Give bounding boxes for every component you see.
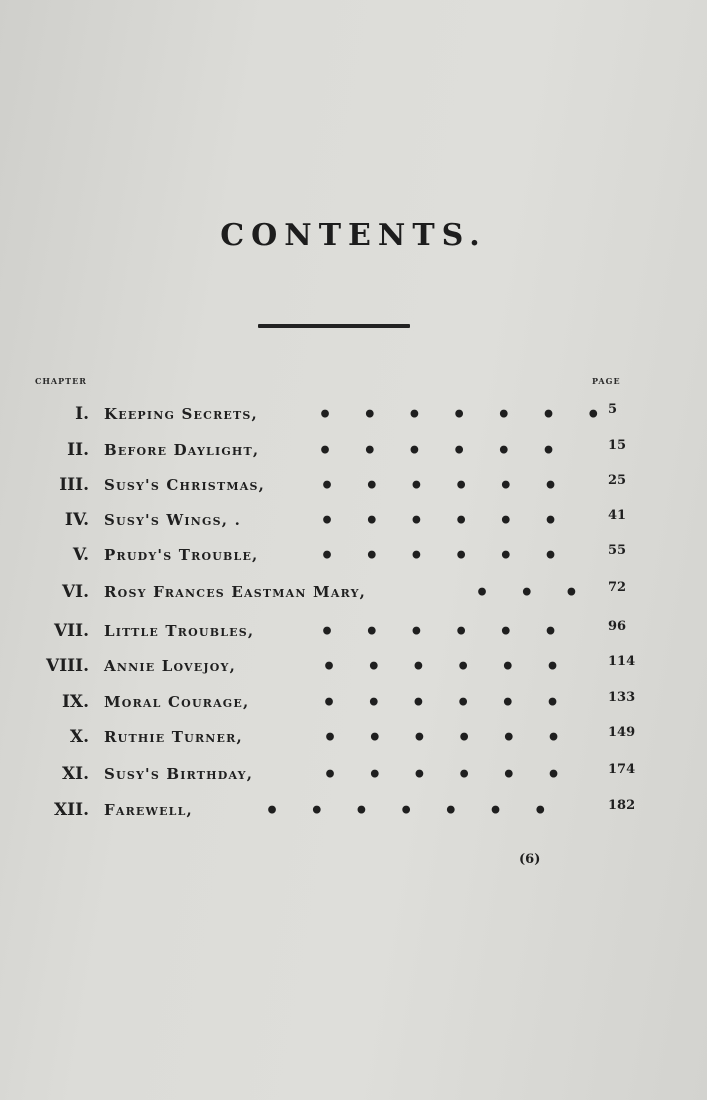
chapter-number: VI.	[61, 582, 89, 602]
dot-leader: • • • • • •	[322, 654, 560, 680]
contents-entry	[0, 404, 707, 434]
page-number: 149	[608, 725, 636, 740]
dot-leader: • • • • • •	[320, 508, 558, 534]
chapter-number: III.	[59, 475, 89, 495]
contents-entry	[0, 475, 707, 505]
dot-leader: • • •	[475, 580, 579, 606]
dot-leader: • • • • • •	[320, 543, 558, 569]
page-number: 174	[608, 762, 636, 777]
page-number: 25	[608, 473, 627, 488]
chapter-number: XII.	[53, 800, 89, 820]
chapter-title: Before Daylight,	[104, 441, 260, 459]
chapter-number: V.	[72, 545, 89, 565]
chapter-title: Susy's Wings, .	[104, 511, 242, 529]
chapter-number: II.	[67, 440, 89, 460]
contents-entry	[0, 692, 707, 722]
dot-leader: • • • • • •	[323, 725, 561, 751]
page-number: 96	[608, 619, 627, 634]
chapter-number: X.	[69, 727, 89, 747]
page-number: 72	[608, 580, 627, 595]
dot-leader: • • • • • •	[320, 473, 558, 499]
chapter-number: IV.	[64, 510, 89, 530]
contents-entry	[0, 582, 707, 612]
chapter-number: IX.	[61, 692, 89, 712]
folio-page-number: (6)	[519, 852, 541, 867]
contents-entry	[0, 764, 707, 794]
chapter-number: XI.	[61, 764, 89, 784]
dot-leader: • • • • • •	[320, 619, 558, 645]
contents-entry	[0, 656, 707, 686]
contents-entry	[0, 545, 707, 575]
chapter-title: Ruthie Turner,	[104, 728, 243, 746]
chapter-title: Moral Courage,	[104, 693, 250, 711]
page-number: 41	[608, 508, 627, 523]
chapter-title: Little Troubles,	[104, 622, 255, 640]
chapter-title: Keeping Secrets,	[104, 405, 258, 423]
chapter-title: Annie Lovejoy,	[104, 657, 237, 675]
dot-leader: • • • • • • •	[265, 798, 548, 824]
chapter-number: VIII.	[46, 656, 89, 676]
dot-leader: • • • • • •	[322, 690, 560, 716]
dot-leader: • • • • • •	[318, 438, 556, 464]
chapter-number: VII.	[53, 621, 89, 641]
page-column-label: PAGE	[592, 376, 621, 386]
dot-leader: • • • • • •	[323, 762, 561, 788]
page-number: 133	[608, 690, 636, 705]
chapter-title: Susy's Christmas,	[104, 476, 266, 494]
chapter-title: Farewell,	[104, 801, 193, 819]
contents-entry	[0, 621, 707, 651]
page-title: CONTENTS.	[220, 218, 487, 253]
contents-entry	[0, 800, 707, 830]
page-number: 182	[608, 798, 636, 813]
title-rule	[258, 324, 410, 328]
chapter-title: Susy's Birthday,	[104, 765, 254, 783]
page-number: 114	[608, 654, 636, 669]
chapter-title: Prudy's Trouble,	[104, 546, 259, 564]
page-number: 55	[608, 543, 627, 558]
dot-leader: • • • • • • •	[318, 402, 601, 428]
chapter-title: Rosy Frances Eastman Mary,	[104, 583, 367, 601]
chapter-number: I.	[75, 404, 89, 424]
chapter-column-label: CHAPTER	[35, 376, 87, 386]
page-number: 5	[608, 402, 618, 417]
contents-entry	[0, 440, 707, 470]
page-number: 15	[608, 438, 627, 453]
contents-entry	[0, 727, 707, 757]
contents-entry	[0, 510, 707, 540]
